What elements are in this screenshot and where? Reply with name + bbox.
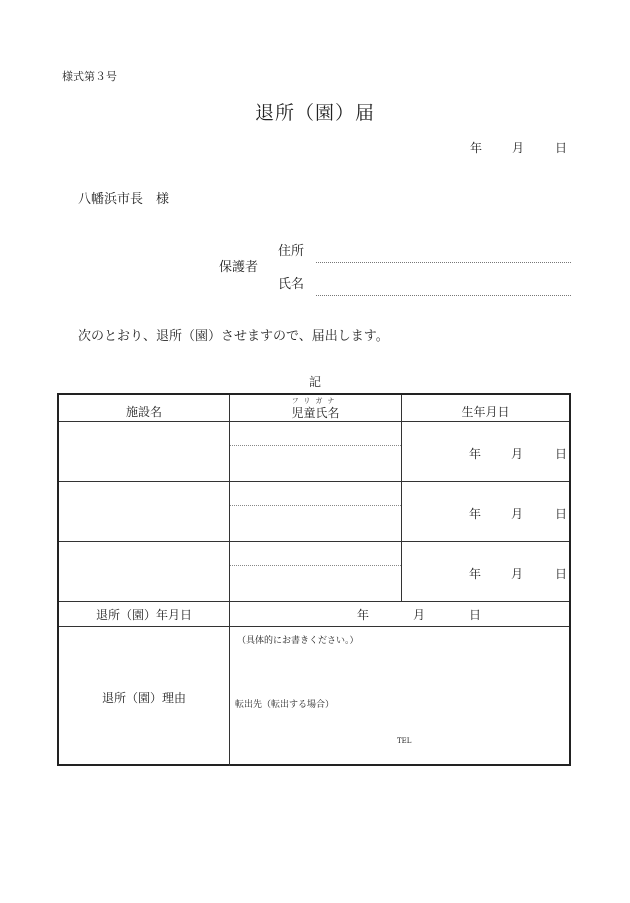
row-divider-4 [59, 626, 569, 627]
transfer-label: 転出先（転出する場合） [235, 700, 335, 710]
name-furigana-divider-2 [230, 505, 401, 506]
guardian-name-line[interactable] [316, 295, 571, 296]
row-divider-1 [59, 481, 569, 482]
row-divider-2 [59, 541, 569, 542]
col-divider-2 [401, 395, 402, 601]
row-divider-3 [59, 601, 569, 602]
row1-birth-year: 年 [469, 447, 482, 461]
withdrawal-month: 月 [413, 608, 426, 622]
submit-date-year: 年 [470, 141, 483, 155]
body-text: 次のとおり、退所（園）させますので、届出します。 [78, 329, 389, 344]
row3-birth-day: 日 [555, 567, 568, 581]
reason-label: 退所（園）理由 [101, 691, 186, 705]
row3-birth-month: 月 [511, 567, 524, 581]
guardian-label: 保護者 [219, 260, 259, 275]
header-furigana: フリガナ [291, 397, 340, 405]
withdrawal-table [57, 393, 571, 766]
submit-date-month: 月 [512, 141, 525, 155]
withdrawal-date-label: 退所（園）年月日 [95, 608, 192, 622]
addressee: 八幡浜市長 様 [78, 192, 170, 207]
header-birth-date: 生年月日 [461, 405, 510, 419]
form-number: 様式第３号 [62, 70, 117, 83]
col-divider-1 [229, 395, 230, 766]
row2-birth-day: 日 [555, 507, 568, 521]
reason-hint: （具体的にお書きください。） [237, 636, 359, 646]
row1-birth-month: 月 [511, 447, 524, 461]
guardian-address-label: 住所 [278, 244, 305, 259]
row3-birth-year: 年 [469, 567, 482, 581]
row2-birth-month: 月 [511, 507, 524, 521]
withdrawal-day: 日 [469, 608, 482, 622]
form-title: 退所（園）届 [254, 102, 375, 124]
tel-label: TEL [397, 737, 412, 745]
name-furigana-divider-1 [230, 445, 401, 446]
name-furigana-divider-3 [230, 565, 401, 566]
header-child-name: 児童氏名 [291, 406, 340, 420]
row1-birth-day: 日 [555, 447, 568, 461]
ki-label: 記 [308, 375, 321, 389]
withdrawal-year: 年 [357, 608, 370, 622]
submit-date-day: 日 [555, 141, 568, 155]
header-facility: 施設名 [125, 405, 162, 419]
header-divider [59, 421, 569, 422]
row2-birth-year: 年 [469, 507, 482, 521]
guardian-name-label: 氏名 [278, 277, 305, 292]
guardian-address-line[interactable] [316, 262, 571, 263]
